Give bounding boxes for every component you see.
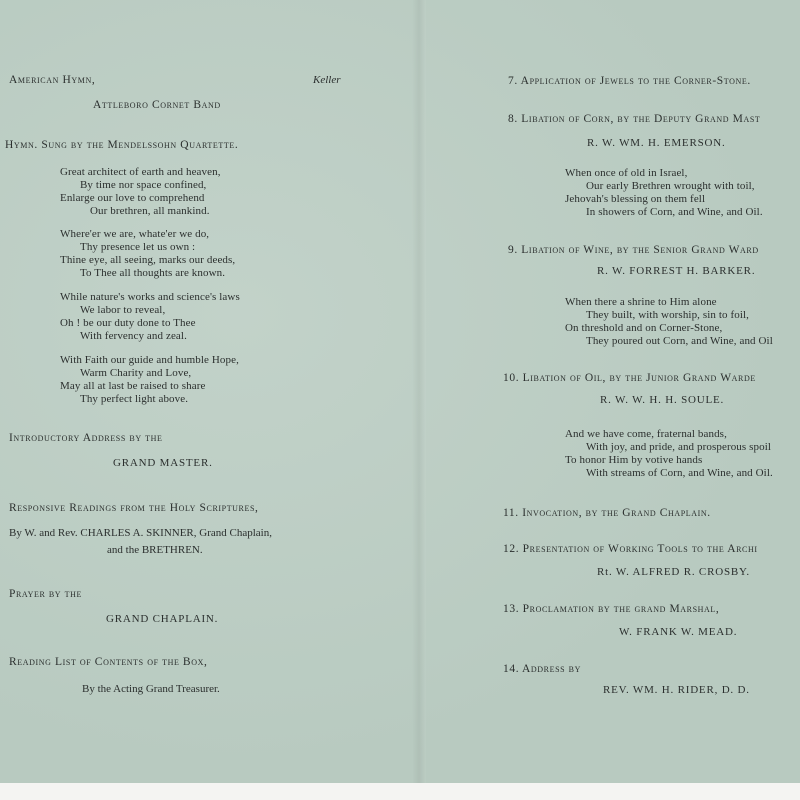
verse-line: Thy perfect light above. bbox=[80, 393, 189, 405]
item-14: 14. Address by bbox=[503, 663, 581, 675]
verse-line: Warm Charity and Love, bbox=[80, 367, 192, 379]
verse-line: To Thee all thoughts are known. bbox=[80, 267, 226, 279]
verse-line: Our brethren, all mankind. bbox=[90, 205, 210, 217]
verse-line: With joy, and pride, and prosperous spoil bbox=[586, 441, 772, 453]
responsive-and: and the BRETHREN. bbox=[107, 544, 203, 556]
item-10: 10. Libation of Oil, by the Junior Grand Warde bbox=[503, 372, 756, 384]
responsive-readings: Responsive Readings from the Holy Scriptures, bbox=[9, 502, 259, 514]
prayer-by: GRAND CHAPLAIN. bbox=[106, 613, 219, 625]
verse-line: Jehovah's blessing on them fell bbox=[565, 193, 706, 205]
verse-line: Where'er we are, whate'er we do, bbox=[60, 228, 210, 240]
verse-line: By time nor space confined, bbox=[80, 179, 207, 191]
reading-by: By the Acting Grand Treasurer. bbox=[82, 683, 220, 695]
verse-line: In showers of Corn, and Wine, and Oil. bbox=[586, 206, 763, 218]
intro-address: Introductory Address by the bbox=[9, 432, 163, 444]
verse-line: With streams of Corn, and Wine, and Oil. bbox=[586, 467, 773, 479]
item-13: 13. Proclamation by the grand Marshal, bbox=[503, 603, 720, 615]
item-12-name: Rt. W. ALFRED R. CROSBY. bbox=[597, 566, 750, 578]
verse-line: Oh ! be our duty done to Thee bbox=[60, 317, 196, 329]
item-13-name: W. FRANK W. MEAD. bbox=[619, 626, 738, 638]
hymn1-title: American Hymn, bbox=[9, 74, 96, 86]
item-14-name: REV. WM. H. RIDER, D. D. bbox=[603, 684, 750, 696]
reading-list: Reading List of Contents of the Box, bbox=[9, 656, 208, 668]
item-7: 7. Application of Jewels to the Corner-Stone. bbox=[508, 75, 751, 87]
verse-line: May all at last be raised to share bbox=[60, 380, 206, 392]
item-9-name: R. W. FORREST H. BARKER. bbox=[597, 265, 756, 277]
center-fold bbox=[412, 0, 426, 783]
verse-line: On threshold and on Corner-Stone, bbox=[565, 322, 723, 334]
intro-speaker: GRAND MASTER. bbox=[113, 457, 213, 469]
verse-line: And we have come, fraternal bands, bbox=[565, 428, 727, 440]
prayer: Prayer by the bbox=[9, 588, 82, 600]
verse-line: When once of old in Israel, bbox=[565, 167, 688, 179]
verse-line: Great architect of earth and heaven, bbox=[60, 166, 221, 178]
item-8-name: R. W. WM. H. EMERSON. bbox=[587, 137, 726, 149]
verse-line: With fervency and zeal. bbox=[80, 330, 187, 342]
scan-margin bbox=[0, 783, 800, 800]
verse-line: When there a shrine to Him alone bbox=[565, 296, 717, 308]
verse-line: Thine eye, all seeing, marks our deeds, bbox=[60, 254, 236, 266]
verse-line: We labor to reveal, bbox=[80, 304, 166, 316]
hymn1-composer: Keller bbox=[313, 74, 341, 86]
verse-line: With Faith our guide and humble Hope, bbox=[60, 354, 239, 366]
verse-line: While nature's works and science's laws bbox=[60, 291, 240, 303]
item-8: 8. Libation of Corn, by the Deputy Grand Mast bbox=[508, 113, 761, 125]
verse-line: They poured out Corn, and Wine, and Oil bbox=[586, 335, 773, 347]
item-12: 12. Presentation of Working Tools to the Archi bbox=[503, 543, 758, 555]
verse-line: They built, with worship, sin to foil, bbox=[586, 309, 749, 321]
verse-line: To honor Him by votive hands bbox=[565, 454, 703, 466]
responsive-by: By W. and Rev. CHARLES A. SKINNER, Grand Chaplain, bbox=[9, 527, 272, 539]
verse-line: Enlarge our love to comprehend bbox=[60, 192, 205, 204]
verse-line: Our early Brethren wrought with toil, bbox=[586, 180, 755, 192]
item-9: 9. Libation of Wine, by the Senior Grand Ward bbox=[508, 244, 759, 256]
hymn2-title: Hymn. Sung by the Mendelssohn Quartette. bbox=[5, 139, 239, 151]
item-10-name: R. W. W. H. H. SOULE. bbox=[600, 394, 725, 406]
item-11: 11. Invocation, by the Grand Chaplain. bbox=[503, 507, 711, 519]
hymn1-performer: Attleboro Cornet Band bbox=[93, 99, 221, 111]
verse-line: Thy presence let us own : bbox=[80, 241, 196, 253]
